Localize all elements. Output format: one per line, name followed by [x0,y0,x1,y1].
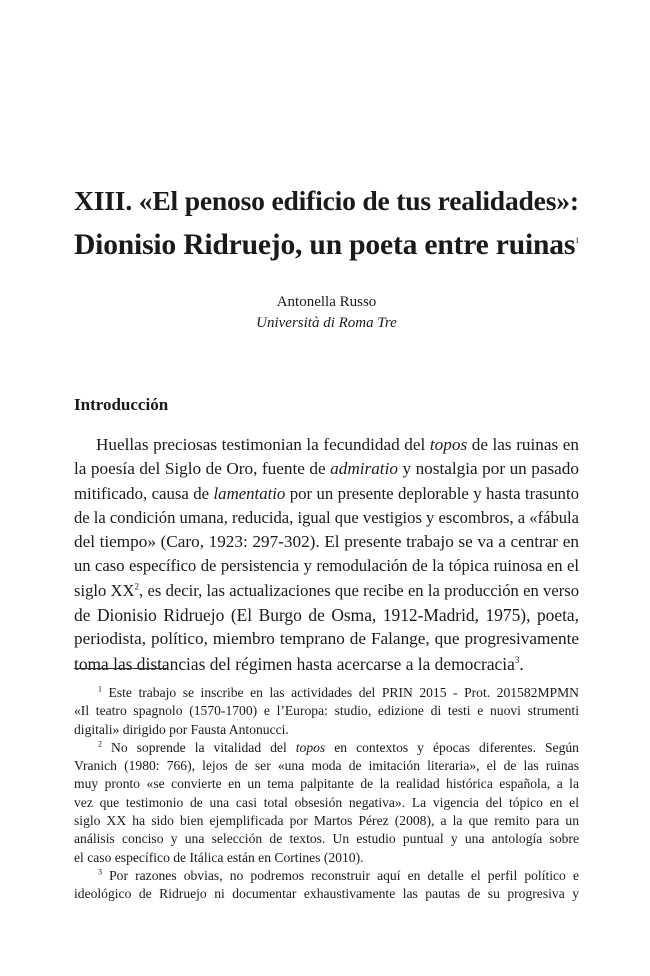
footnotes [74,684,579,904]
section-heading: Introducción [74,395,169,414]
footnote-3-line: $^3$ Por razones obvias, no podremos reconstruir aquí en detalle el perfil político e [98,867,579,883]
footnote-2-line: siglo XX ha sido bien ejemplificada por Martos Pérez (2008), a la que remito para un [74,813,579,829]
chapter-title [74,178,579,268]
body-line: del tiempo» (Caro, 1923: 297-302). El presente trabajo se va a centrar en [74,532,579,552]
body-line: mitificado, causa de lamentatio por un presente deplorable y hasta trasunto [74,483,579,503]
body-line: toma las distancias del régimen hasta acercarse a la democracia$^3$. [74,653,524,674]
footnote-2-line: $^2$ No soprende la vitalidad del topos en contextos y épocas diferentes. Según [98,739,579,755]
body-paragraph [74,433,579,676]
body-line: un caso específico de persistencia y remodulación de la tópica ruinosa en el [74,556,579,576]
body-line: periodista, político, miembro temprano de Falange, que progresivamente [74,629,579,649]
footnote-ref-2[interactable]: 2 [134,581,140,592]
body-line: de la condición umana, reducida, igual que vestigios y escombros, a «fábula [74,507,580,527]
footnote-mark-2: 2 [98,739,102,749]
body-line: de Dionisio Ridruejo (El Burgo de Osma, 1912-Madrid, 1975), poeta, [74,605,579,626]
body-line: siglo XX$^2$, es decir, las actualizaciones que recibe en la producción en verso [74,580,579,600]
author-affiliation: Università di Roma Tre [256,315,397,331]
title-line-2-text: Dionisio Ridruejo, un poeta entre ruinas [74,229,576,261]
page [74,0,579,976]
footnote-3-line: ideológico de Ridruejo ni documentar exhaustivamente las pautas de su progresiva y [74,886,579,902]
body-line: la poesía del Siglo de Oro, fuente de admiratio y nostalgia por un pasado [74,459,579,479]
footnote-1-line: digitali» dirigido por Fausta Antonucci. [74,721,289,737]
footnote-mark-3: 3 [98,867,102,877]
body-line: Huellas preciosas testimonian la fecundidad del topos de las ruinas en [96,435,580,454]
footnote-ref-3[interactable]: 3 [514,654,520,665]
footnote-divider [74,668,167,669]
title-line-1: XIII. «El penoso edificio de tus realidades»: [74,185,579,216]
author-block [74,292,579,334]
title-line-2 [74,223,579,268]
footnote-2-line: el caso específico de Itálica están en Cortines (2010). [74,849,364,865]
footnote-2-line: Vranich (1980: 766), lejos de ser «una moda de imitación literaria», el de las ruinas [74,758,579,774]
footnote-2-line: muy pronto «se convierte en un tema palpitante de la realidad histórica española, a la [74,776,579,792]
author-name: Antonella Russo [276,294,377,310]
footnote-ref-1[interactable]: 1 [575,236,579,246]
footnote-2-line: análisis conciso y una selección de textos. Un estudio puntual y una antología sobre [74,831,579,847]
footnote-2-line: vez que testimonio de una casi total obsesión negativa». La vigencia del tópico en el [74,794,579,810]
footnote-1-line: «Il teatro spagnolo (1570-1700) e l’Europa: studio, edizione di testi e nuovi strumenti [74,703,579,719]
footnote-1-line: $^1$ Este trabajo se inscribe en las actividades del PRIN 2015 - Prot. 201582MPMN [98,684,580,700]
footnote-mark-1: 1 [98,684,102,694]
